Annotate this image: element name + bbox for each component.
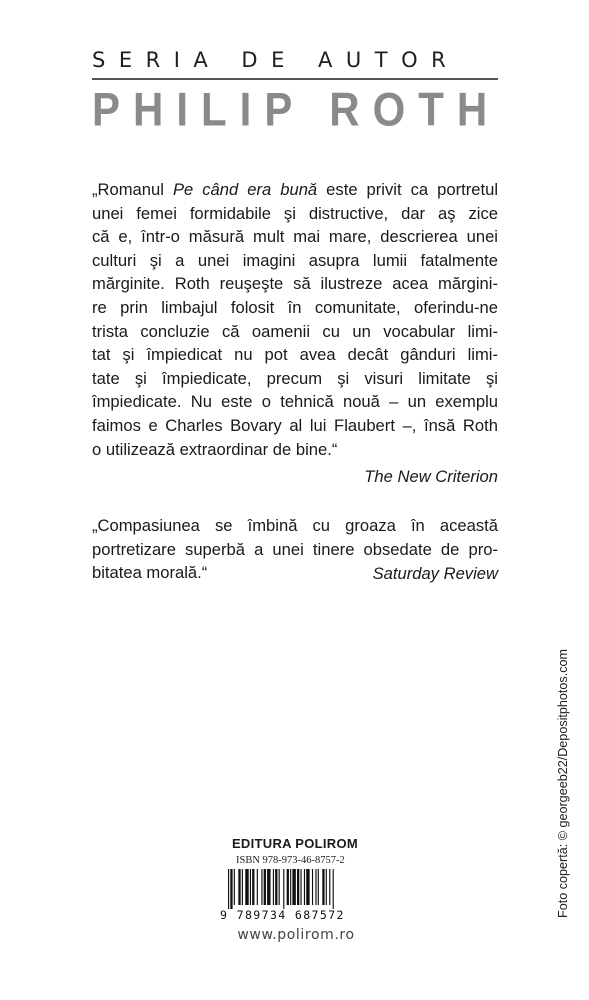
barcode-bar: [292, 869, 295, 905]
barcode-bar: [234, 869, 235, 905]
quote-line: bitatea morală.“: [92, 563, 208, 583]
quote-new-criterion: [92, 178, 498, 489]
barcode-bar: [267, 869, 270, 905]
quote-line: unei femei formidabile şi distructive, dar aş zice: [92, 203, 498, 223]
barcode-bar: [306, 869, 309, 905]
barcode-bar: [297, 869, 299, 905]
isbn-number: ISBN 978-973-46-8757-2: [236, 855, 345, 866]
barcode-bar: [304, 869, 305, 905]
barcode-bar: [300, 869, 301, 905]
quote-line: tate şi împiedicate, precum şi visuri limitate şi: [92, 368, 498, 388]
quote-source: The New Criterion: [364, 467, 498, 487]
barcode-bar: [283, 869, 284, 909]
barcode-bar: [228, 869, 229, 909]
barcode-bar: [257, 869, 258, 905]
quote-line: „Romanul Pe când era bună este privit ca portretul: [92, 180, 499, 199]
barcode-bar: [273, 869, 274, 905]
barcode-digits: 9 789734 687572: [220, 908, 345, 922]
quote-source: Saturday Review: [372, 563, 498, 583]
photo-credit: Foto copertă: © georgeeb22/Depositphotos.com: [556, 648, 570, 918]
quote-line: tat şi împiedicat nu pot avea decât gânduri limi-: [92, 345, 498, 365]
quote-line: împiedicate. Nu este o tehnică nouă – un exemplu: [92, 392, 498, 412]
series-title: SERIA DE AUTOR: [92, 48, 460, 72]
barcode-bar: [279, 869, 280, 905]
barcode-bar: [318, 869, 319, 905]
barcode-bar: [261, 869, 262, 905]
barcode-bar: [252, 869, 254, 905]
barcode-bar: [242, 869, 243, 905]
publisher-website: www.polirom.ro: [237, 927, 355, 943]
quote-line: mărginite. Roth reuşeşte să ilustreze acea mărgini-: [92, 274, 498, 294]
barcode-bar: [329, 869, 330, 905]
barcode-bar: [290, 869, 291, 905]
author-name: PHILIP ROTH: [92, 83, 501, 136]
quote-line: o utilizează extraordinar de bine.“: [92, 439, 338, 459]
barcode-bar: [264, 869, 266, 905]
book-title: Pe când era bună: [172, 180, 318, 199]
quote-line: „Compasiunea se îmbină cu groaza în această: [92, 516, 498, 535]
quote-line: portretizare superbă a unei tinere obsedate de pro-: [92, 539, 498, 559]
barcode-bar: [245, 869, 248, 905]
barcode-bar: [275, 869, 277, 905]
quote-line: culturi şi a unei imagini asupra lumii fatalmente: [92, 250, 498, 270]
quote-line: faimos e Charles Bovary al lui Flaubert –, însă Roth: [92, 415, 498, 435]
publisher-name: EDITURA POLIROM: [231, 836, 359, 851]
quote-line: re prin limbajul folosit în comunitate, oferindu-ne: [92, 297, 498, 317]
quote-line: că e, într-o măsură mult mai mare, descrierea unei: [92, 227, 498, 247]
barcode-bar: [326, 869, 327, 905]
barcode-bar: [287, 869, 289, 905]
barcode-bar: [322, 869, 324, 905]
barcode-bar: [312, 869, 313, 905]
header-divider: [92, 78, 498, 80]
quote-saturday-review: [92, 514, 498, 585]
barcode-bar: [238, 869, 240, 905]
barcode-bar: [333, 869, 334, 909]
barcode-bar: [315, 869, 316, 905]
barcode-bar: [250, 869, 251, 905]
barcode-bar: [230, 869, 232, 909]
quote-line: trista concluzie că oamenii cu un vocabular limi-: [92, 321, 498, 341]
